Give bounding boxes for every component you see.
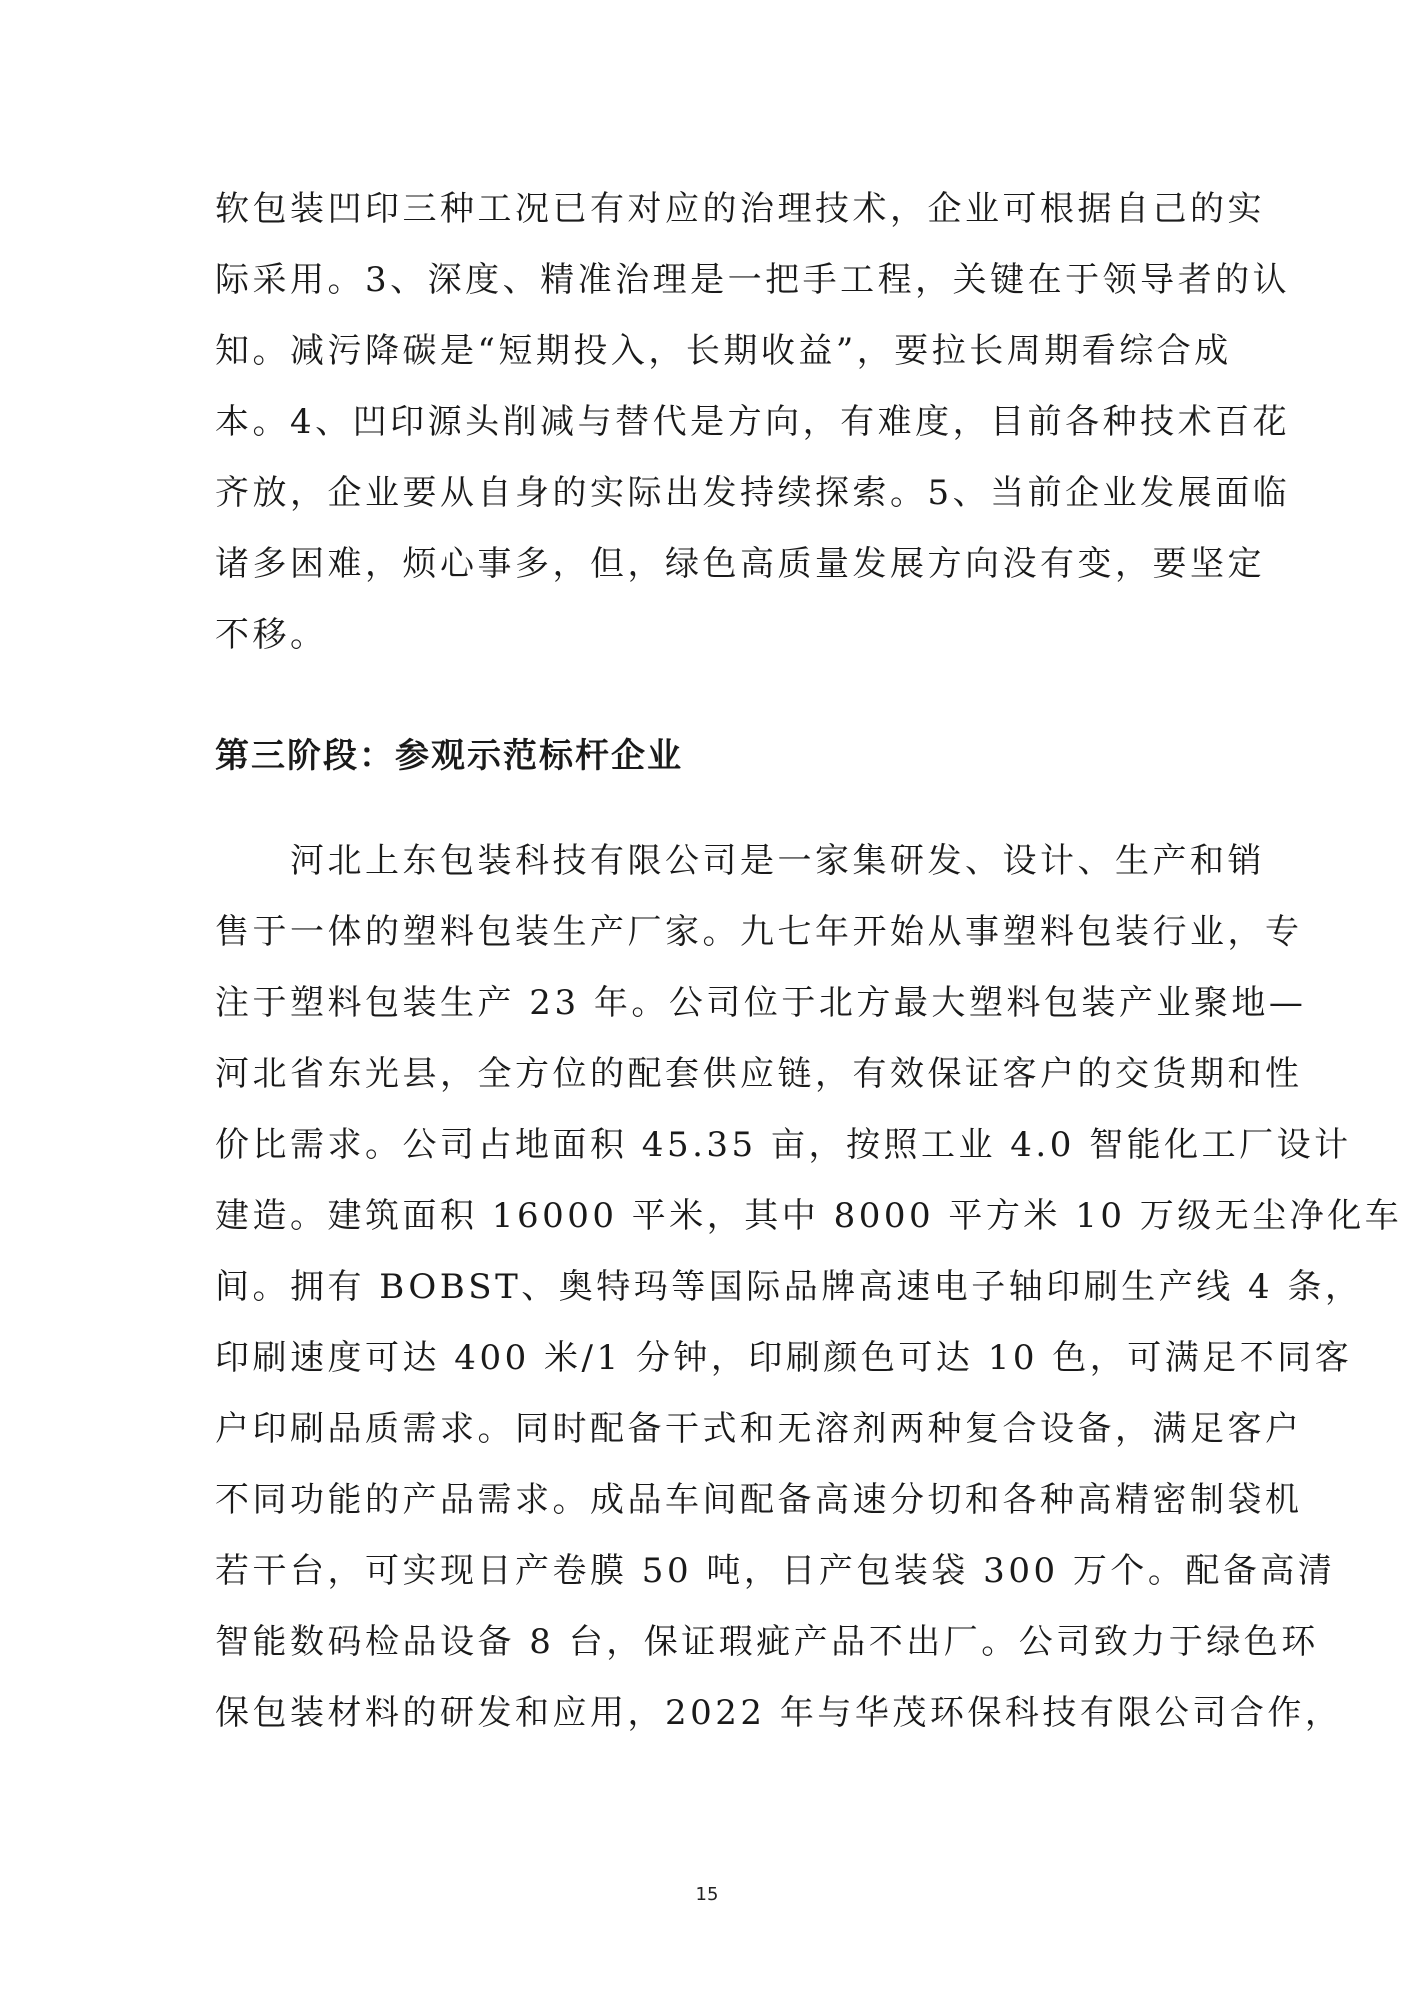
text-line: 间。拥有 BOBST、奥特玛等国际品牌高速电子轴印刷生产线 4 条， bbox=[215, 1267, 1363, 1307]
text-line: 智能数码检品设备 8 台，保证瑕疵产品不出厂。公司致力于绿色环 bbox=[215, 1622, 1319, 1662]
text-line: 不移。 bbox=[215, 615, 328, 655]
text-line: 际采用。3、深度、精准治理是一把手工程，关键在于领导者的认 bbox=[215, 260, 1291, 300]
text-line: 齐放，企业要从自身的实际出发持续探索。5、当前企业发展面临 bbox=[215, 473, 1291, 513]
page-number: 15 bbox=[695, 1884, 719, 1905]
text-line: 售于一体的塑料包装生产厂家。九七年开始从事塑料包装行业，专 bbox=[215, 912, 1303, 952]
paragraph-company-introduction bbox=[215, 826, 1403, 1749]
text-line: 保包装材料的研发和应用，2022 年与华茂环保科技有限公司合作， bbox=[215, 1693, 1343, 1733]
text-line: 印刷速度可达 400 米/1 分钟，印刷颜色可达 10 色，可满足不同客 bbox=[215, 1338, 1353, 1378]
text-line: 注于塑料包装生产 23 年。公司位于北方最大塑料包装产业聚地— bbox=[215, 983, 1307, 1023]
text-line: 若干台，可实现日产卷膜 50 吨，日产包装袋 300 万个。配备高清 bbox=[215, 1551, 1336, 1591]
text-line: 河北省东光县，全方位的配套供应链，有效保证客户的交货期和性 bbox=[215, 1054, 1303, 1094]
text-line: 本。4、凹印源头削减与替代是方向，有难度，目前各种技术百花 bbox=[215, 402, 1291, 442]
paragraph-governance-summary bbox=[215, 174, 1291, 671]
section-heading: 第三阶段：参观示范标杆企业 bbox=[215, 736, 683, 776]
text-line: 户印刷品质需求。同时配备干式和无溶剂两种复合设备，满足客户 bbox=[215, 1409, 1303, 1449]
text-line: 河北上东包装科技有限公司是一家集研发、设计、生产和销 bbox=[215, 841, 1265, 881]
text-line: 价比需求。公司占地面积 45.35 亩，按照工业 4.0 智能化工厂设计 bbox=[215, 1125, 1352, 1165]
text-line: 知。减污降碳是“短期投入，长期收益”，要拉长周期看综合成 bbox=[215, 331, 1232, 371]
text-line: 不同功能的产品需求。成品车间配备高速分切和各种高精密制袋机 bbox=[215, 1480, 1303, 1520]
text-line: 诸多困难，烦心事多，但，绿色高质量发展方向没有变，要坚定 bbox=[215, 544, 1265, 584]
text-line: 软包装凹印三种工况已有对应的治理技术，企业可根据自己的实 bbox=[215, 189, 1265, 229]
text-line: 建造。建筑面积 16000 平米，其中 8000 平方米 10 万级无尘净化车 bbox=[215, 1196, 1403, 1236]
